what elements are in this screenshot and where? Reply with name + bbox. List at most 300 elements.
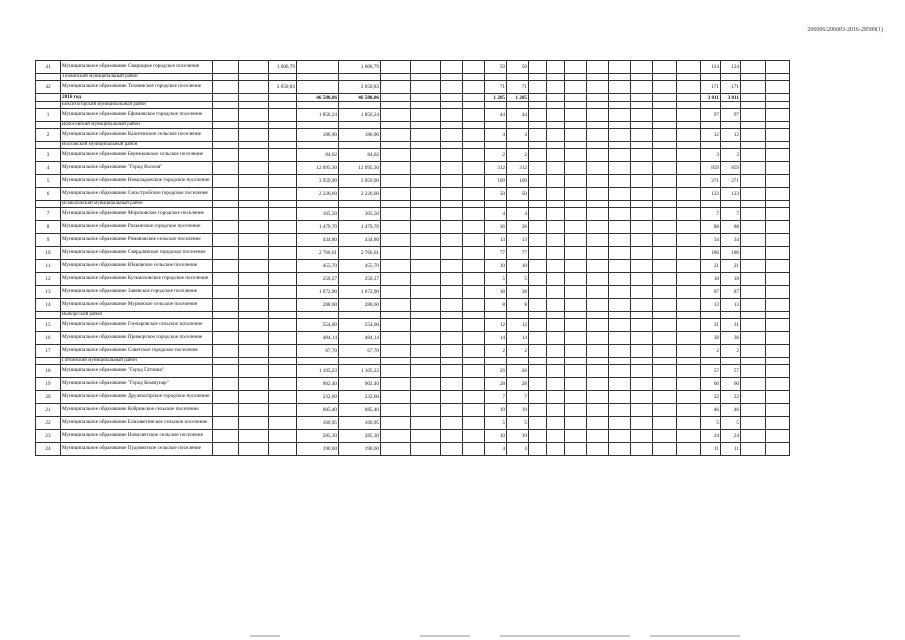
cell-value: 3 — [701, 149, 721, 162]
cell-value: 2 650,83 — [339, 81, 381, 94]
empty-cell — [441, 299, 463, 312]
empty-cell — [677, 102, 701, 109]
empty-cell — [547, 312, 565, 319]
empty-cell — [239, 74, 269, 81]
empty-cell — [609, 299, 631, 312]
empty-cell — [213, 417, 239, 430]
empty-cell — [741, 319, 766, 332]
table-row — [36, 299, 790, 312]
empty-cell — [565, 61, 587, 74]
empty-cell — [529, 109, 547, 122]
municipality-name: Муниципальное образование Кузьмоловское городское поселение — [61, 273, 213, 286]
empty-cell — [741, 286, 766, 299]
cell-value: 7 — [721, 208, 741, 221]
empty-cell — [565, 122, 587, 129]
empty-cell — [609, 260, 631, 273]
empty-cell — [239, 81, 269, 94]
cell-value: 50 — [507, 188, 529, 201]
empty-cell — [381, 208, 411, 221]
empty-cell — [463, 162, 485, 175]
document-id: 206006/206003-2016-28589(1) — [807, 27, 883, 33]
empty-cell — [631, 109, 653, 122]
empty-cell — [741, 102, 766, 109]
cell-value: 2 766,61 — [339, 247, 381, 260]
municipality-name: Муниципальное образование Муринское сельское поселение — [61, 299, 213, 312]
cell-value: 455,70 — [339, 260, 381, 273]
cell-value: 88 — [701, 221, 721, 234]
row-number: 9 — [36, 234, 61, 247]
empty-cell — [441, 391, 463, 404]
empty-cell — [653, 417, 677, 430]
empty-cell — [631, 391, 653, 404]
empty-cell — [565, 162, 587, 175]
cell-value: 2 — [721, 345, 741, 358]
empty-cell — [677, 417, 701, 430]
empty-cell — [653, 378, 677, 391]
empty-cell — [741, 122, 766, 129]
empty-cell — [547, 247, 565, 260]
empty-cell — [239, 312, 269, 319]
municipality-name: Всеволожский муниципальный район — [61, 201, 213, 208]
cell-value: 97 — [701, 109, 721, 122]
empty-cell — [36, 94, 61, 102]
cell-value: 36 — [485, 221, 507, 234]
empty-cell — [213, 312, 239, 319]
empty-cell — [677, 109, 701, 122]
cell-value: 2 — [507, 149, 529, 162]
empty-cell — [609, 149, 631, 162]
empty-cell — [565, 332, 587, 345]
row-number: 22 — [36, 417, 61, 430]
empty-cell — [411, 221, 441, 234]
empty-cell — [297, 74, 339, 81]
empty-cell — [653, 286, 677, 299]
cell-value: 685,40 — [297, 404, 339, 417]
empty-cell — [741, 404, 766, 417]
empty-cell — [239, 286, 269, 299]
row-number: 20 — [36, 391, 61, 404]
empty-cell — [269, 142, 297, 149]
cell-value: 123 — [721, 188, 741, 201]
empty-cell — [587, 142, 609, 149]
empty-cell — [411, 94, 441, 102]
empty-cell — [547, 286, 565, 299]
table-row — [36, 391, 790, 404]
empty-cell — [741, 312, 766, 319]
empty-cell — [609, 81, 631, 94]
table-row — [36, 345, 790, 358]
empty-cell — [565, 312, 587, 319]
cell-value: 57 — [721, 365, 741, 378]
cell-value: 5 — [701, 417, 721, 430]
empty-cell — [507, 142, 529, 149]
empty-cell — [269, 443, 297, 456]
empty-cell — [565, 345, 587, 358]
empty-cell — [609, 188, 631, 201]
empty-cell — [507, 201, 529, 208]
municipality-name: Муниципальное образование Свердловское городское поселение — [61, 247, 213, 260]
empty-cell — [587, 208, 609, 221]
empty-cell — [766, 404, 790, 417]
empty-cell — [565, 358, 587, 365]
empty-cell — [411, 404, 441, 417]
empty-cell — [741, 345, 766, 358]
empty-cell — [547, 221, 565, 234]
row-number: 3 — [36, 149, 61, 162]
empty-cell — [609, 378, 631, 391]
empty-cell — [631, 162, 653, 175]
municipality-name: Муниципальное образование Гончаровское сельское поселение — [61, 319, 213, 332]
empty-cell — [587, 332, 609, 345]
empty-cell — [297, 102, 339, 109]
cell-value: 3 959,90 — [297, 175, 339, 188]
empty-cell — [766, 312, 790, 319]
cell-value: 19 — [485, 404, 507, 417]
empty-cell — [701, 201, 721, 208]
empty-cell — [463, 234, 485, 247]
empty-cell — [381, 260, 411, 273]
row-number: 14 — [36, 299, 61, 312]
empty-cell — [587, 299, 609, 312]
empty-cell — [547, 81, 565, 94]
empty-cell — [766, 201, 790, 208]
empty-cell — [547, 332, 565, 345]
empty-cell — [463, 175, 485, 188]
empty-cell — [381, 404, 411, 417]
empty-cell — [766, 332, 790, 345]
empty-cell — [269, 109, 297, 122]
empty-cell — [269, 404, 297, 417]
empty-cell — [381, 81, 411, 94]
empty-cell — [463, 312, 485, 319]
empty-cell — [587, 430, 609, 443]
empty-cell — [677, 312, 701, 319]
cell-value: 171 — [721, 81, 741, 94]
empty-cell — [609, 404, 631, 417]
empty-cell — [269, 102, 297, 109]
cell-value: 12 095,30 — [297, 162, 339, 175]
municipality-name: Муниципальное образование Заневское городское поселение — [61, 286, 213, 299]
empty-cell — [609, 286, 631, 299]
empty-cell — [441, 312, 463, 319]
empty-cell — [411, 319, 441, 332]
empty-cell — [565, 81, 587, 94]
cell-value: 38 — [701, 332, 721, 345]
empty-cell — [741, 142, 766, 149]
cell-value: 5 — [485, 273, 507, 286]
empty-cell — [239, 234, 269, 247]
empty-cell — [547, 443, 565, 456]
empty-cell — [701, 102, 721, 109]
empty-cell — [239, 142, 269, 149]
empty-cell — [269, 378, 297, 391]
cell-value: 21 — [721, 260, 741, 273]
empty-cell — [766, 391, 790, 404]
cell-value: 18 — [721, 273, 741, 286]
empty-cell — [381, 273, 411, 286]
empty-cell — [741, 443, 766, 456]
empty-cell — [677, 286, 701, 299]
table-row — [36, 188, 790, 201]
cell-value: 11 — [721, 443, 741, 456]
empty-cell — [653, 102, 677, 109]
empty-cell — [631, 208, 653, 221]
empty-cell — [565, 404, 587, 417]
row-number: 1 — [36, 109, 61, 122]
empty-cell — [677, 404, 701, 417]
empty-cell — [631, 260, 653, 273]
empty-cell — [381, 430, 411, 443]
empty-cell — [653, 358, 677, 365]
empty-cell — [766, 175, 790, 188]
empty-cell — [297, 142, 339, 149]
empty-cell — [766, 94, 790, 102]
empty-cell — [297, 358, 339, 365]
empty-cell — [587, 81, 609, 94]
cell-value: 5 — [507, 417, 529, 430]
scan-edge — [650, 635, 740, 637]
cell-value: 190,60 — [339, 443, 381, 456]
empty-cell — [741, 332, 766, 345]
empty-cell — [587, 234, 609, 247]
empty-cell — [587, 188, 609, 201]
empty-cell — [411, 142, 441, 149]
empty-cell — [485, 142, 507, 149]
empty-cell — [766, 234, 790, 247]
row-number: 6 — [36, 188, 61, 201]
cell-value: 685,40 — [339, 404, 381, 417]
total-row — [36, 94, 790, 102]
empty-cell — [239, 404, 269, 417]
municipality-name: Муниципальное образование Тихвинское городское поселение — [61, 81, 213, 94]
cell-value: 13 — [507, 234, 529, 247]
cell-value: 2 — [507, 345, 529, 358]
cell-value: 14 — [507, 332, 529, 345]
empty-cell — [297, 122, 339, 129]
empty-cell — [463, 221, 485, 234]
empty-cell — [766, 247, 790, 260]
cell-value: 171 — [701, 81, 721, 94]
empty-cell — [741, 417, 766, 430]
empty-cell — [609, 319, 631, 332]
cell-value: 77 — [507, 247, 529, 260]
cell-value: 44 — [485, 109, 507, 122]
empty-cell — [381, 188, 411, 201]
cell-value: 859 — [701, 162, 721, 175]
empty-cell — [565, 378, 587, 391]
empty-cell — [631, 94, 653, 102]
empty-cell — [587, 319, 609, 332]
empty-cell — [269, 319, 297, 332]
empty-cell — [609, 345, 631, 358]
empty-cell — [587, 417, 609, 430]
empty-cell — [269, 234, 297, 247]
empty-cell — [411, 208, 441, 221]
empty-cell — [701, 142, 721, 149]
empty-cell — [441, 129, 463, 142]
municipality-name: Гатчинский муниципальный район — [61, 358, 213, 365]
empty-cell — [529, 234, 547, 247]
empty-cell — [609, 391, 631, 404]
empty-cell — [529, 332, 547, 345]
cell-value: 10 — [507, 260, 529, 273]
municipality-name: Муниципальное образование Сясьстройское городское поселение — [61, 188, 213, 201]
empty-cell — [411, 358, 441, 365]
empty-cell — [609, 234, 631, 247]
empty-cell — [587, 109, 609, 122]
empty-cell — [609, 358, 631, 365]
empty-cell — [411, 286, 441, 299]
cell-value: 1 105,23 — [297, 365, 339, 378]
empty-cell — [587, 312, 609, 319]
empty-cell — [213, 332, 239, 345]
empty-cell — [441, 74, 463, 81]
empty-cell — [441, 332, 463, 345]
empty-cell — [213, 74, 239, 81]
municipality-name: Муниципальное образование Новосветское сельское поселение — [61, 430, 213, 443]
empty-cell — [411, 175, 441, 188]
empty-cell — [653, 109, 677, 122]
empty-cell — [565, 149, 587, 162]
empty-cell — [529, 299, 547, 312]
empty-cell — [381, 391, 411, 404]
empty-cell — [587, 129, 609, 142]
row-number: 4 — [36, 162, 61, 175]
table-row — [36, 443, 790, 456]
empty-cell — [631, 332, 653, 345]
empty-cell — [269, 417, 297, 430]
table-row — [36, 365, 790, 378]
empty-cell — [441, 208, 463, 221]
empty-cell — [213, 430, 239, 443]
empty-cell — [677, 299, 701, 312]
cell-value: 84,02 — [297, 149, 339, 162]
row-number: 2 — [36, 129, 61, 142]
cell-value: 186,90 — [297, 129, 339, 142]
cell-value: 7 — [507, 391, 529, 404]
empty-cell — [485, 102, 507, 109]
empty-cell — [441, 247, 463, 260]
scan-edge — [500, 635, 630, 637]
empty-cell — [213, 260, 239, 273]
empty-cell — [653, 443, 677, 456]
empty-cell — [653, 299, 677, 312]
empty-cell — [463, 149, 485, 162]
cell-value: 232,60 — [297, 391, 339, 404]
empty-cell — [381, 102, 411, 109]
empty-cell — [441, 109, 463, 122]
cell-value: 484,14 — [297, 332, 339, 345]
empty-cell — [587, 175, 609, 188]
empty-cell — [677, 443, 701, 456]
empty-cell — [529, 312, 547, 319]
municipality-name: 2016 год — [61, 94, 213, 102]
empty-cell — [547, 319, 565, 332]
empty-cell — [463, 201, 485, 208]
empty-cell — [609, 74, 631, 81]
empty-cell — [463, 61, 485, 74]
cell-value: 186,90 — [339, 129, 381, 142]
empty-cell — [766, 162, 790, 175]
table-row — [36, 162, 790, 175]
cell-value: 44 — [507, 109, 529, 122]
empty-cell — [381, 417, 411, 430]
empty-cell — [609, 312, 631, 319]
cell-value: 71 — [507, 81, 529, 94]
empty-cell — [587, 122, 609, 129]
table-row — [36, 247, 790, 260]
empty-cell — [565, 391, 587, 404]
empty-cell — [529, 443, 547, 456]
table-row — [36, 208, 790, 221]
scan-edge — [420, 635, 470, 637]
empty-cell — [609, 122, 631, 129]
empty-cell — [721, 201, 741, 208]
empty-cell — [587, 221, 609, 234]
empty-cell — [653, 332, 677, 345]
empty-cell — [565, 234, 587, 247]
cell-value: 10 — [485, 260, 507, 273]
empty-cell — [381, 319, 411, 332]
empty-cell — [766, 319, 790, 332]
cell-value: 2 — [485, 345, 507, 358]
cell-value: 13 — [701, 299, 721, 312]
municipality-name: Муниципальное образование Елизаветинское сельское поселение — [61, 417, 213, 430]
table-row — [36, 221, 790, 234]
empty-cell — [565, 109, 587, 122]
empty-cell — [239, 247, 269, 260]
empty-cell — [269, 175, 297, 188]
empty-cell — [565, 319, 587, 332]
empty-cell — [587, 443, 609, 456]
cell-value: 24 — [701, 430, 721, 443]
cell-value: 2 — [701, 345, 721, 358]
empty-cell — [381, 109, 411, 122]
empty-cell — [677, 378, 701, 391]
empty-cell — [766, 74, 790, 81]
empty-cell — [239, 417, 269, 430]
cell-value: 554,00 — [339, 319, 381, 332]
cell-value: 109 — [485, 175, 507, 188]
cell-value: 50 — [507, 61, 529, 74]
empty-cell — [741, 234, 766, 247]
empty-cell — [631, 273, 653, 286]
cell-value: 34 — [721, 234, 741, 247]
empty-cell — [411, 188, 441, 201]
empty-cell — [587, 358, 609, 365]
empty-cell — [653, 247, 677, 260]
cell-value: 88 — [721, 221, 741, 234]
municipality-name: Муниципальное образование Приморское городское поселение — [61, 332, 213, 345]
cell-value: 31 — [701, 319, 721, 332]
empty-cell — [441, 260, 463, 273]
empty-cell — [741, 260, 766, 273]
empty-cell — [565, 175, 587, 188]
cell-value: 36 — [507, 221, 529, 234]
cell-value: 1 672,90 — [339, 286, 381, 299]
empty-cell — [565, 443, 587, 456]
cell-value: 271 — [721, 175, 741, 188]
empty-cell — [213, 94, 239, 102]
empty-cell — [587, 61, 609, 74]
empty-cell — [529, 74, 547, 81]
empty-cell — [411, 312, 441, 319]
empty-cell — [766, 417, 790, 430]
empty-cell — [631, 319, 653, 332]
empty-cell — [339, 201, 381, 208]
cell-value: 2 766,61 — [297, 247, 339, 260]
empty-cell — [587, 247, 609, 260]
